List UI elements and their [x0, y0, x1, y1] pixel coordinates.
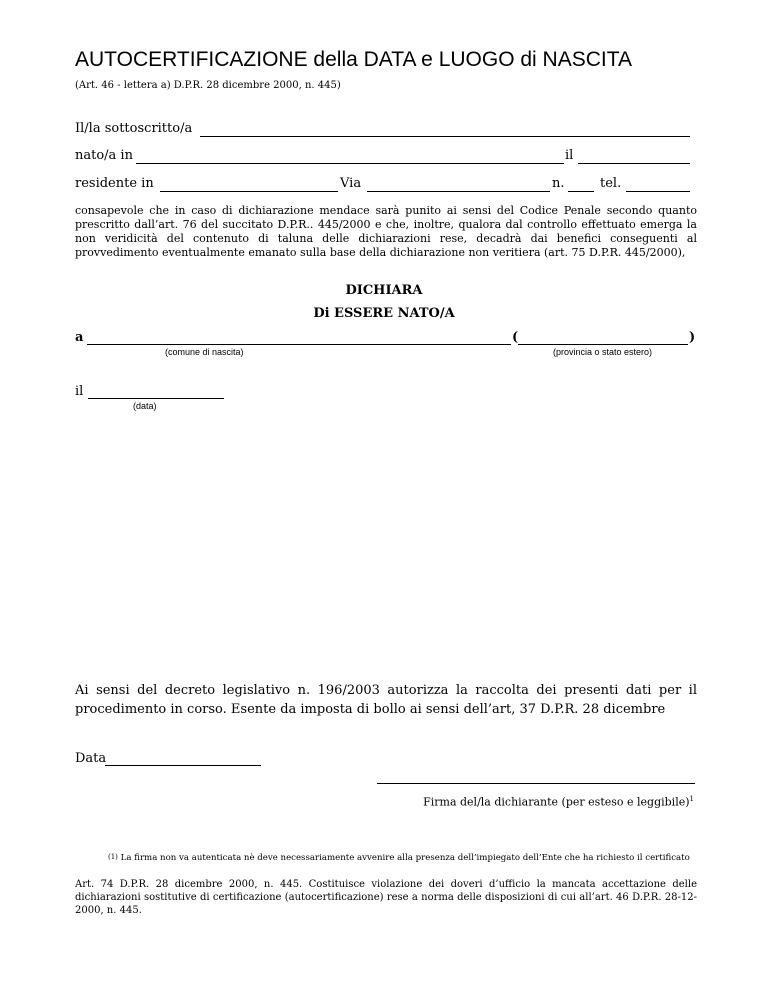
privacy-paragraph: Ai sensi del decreto legislativo n. 196/2003 autorizza la raccolta dei presenti dati per il procedimento in corso. Esente da imposta di bollo ai sensi dell’art, 37 D.P.R. 28 dicembre	[75, 683, 697, 717]
declaration-paragraph: consapevole che in caso di dichiarazione mendace sarà punito ai sensi del Codice Penale secondo quanto prescritto dall’art. 76 del succitato D.P.R.. 445/2000 e che, inoltre, qualora dal controllo effettuato emerga la non veridicità del contenuto di taluna delle dichiarazioni rese, decadrà dai benefici conseguenti al provvedimento eventualmente emanato sulla base della dichiarazione non veritiera (art. 75 D.P.R. 445/2000),	[75, 204, 697, 259]
data-nascita-field[interactable]	[88, 398, 224, 399]
close-paren: )	[689, 330, 696, 345]
nato-luogo-field[interactable]	[136, 163, 564, 164]
footnote-mark: (1)	[108, 853, 118, 861]
footnote	[108, 853, 690, 863]
numero-field[interactable]	[568, 191, 594, 192]
firma-line[interactable]	[377, 783, 695, 784]
residente-field[interactable]	[160, 191, 338, 192]
nato-data-field[interactable]	[578, 163, 690, 164]
birth-il-label: il	[75, 384, 84, 399]
comune-caption: (comune di nascita)	[165, 347, 244, 357]
provincia-field[interactable]	[518, 344, 688, 345]
nato-label: nato/a in	[75, 148, 133, 163]
page-subtitle: (Art. 46 - lettera a) D.P.R. 28 dicembre 2000, n. 445)	[75, 80, 341, 91]
nato-il-label: il	[565, 148, 574, 163]
data-field[interactable]	[105, 765, 261, 766]
legal-paragraph: Art. 74 D.P.R. 28 dicembre 2000, n. 445. Costituisce violazione dei doveri d’ufficio la mancata accettazione delle dichiarazioni sostitutive di certificazione (autocertificazione) rese a norma delle disposizioni di cui all’art. 46 D.P.R. 28-12-2000, n. 445.	[75, 879, 697, 916]
numero-label: n.	[552, 176, 565, 191]
dichiara-heading: DICHIARA	[345, 283, 423, 298]
provincia-caption: (provincia o stato estero)	[553, 347, 653, 357]
firma-caption	[423, 795, 694, 809]
data-caption: (data)	[133, 401, 157, 411]
birth-a-label: a	[75, 330, 84, 345]
sottoscritto-label: Il/la sottoscritto/a	[75, 121, 193, 136]
tel-field[interactable]	[626, 191, 690, 192]
data-label: Data	[75, 751, 107, 766]
via-label: Via	[340, 176, 362, 191]
via-field[interactable]	[367, 191, 550, 192]
page-title: AUTOCERTIFICAZIONE della DATA e LUOGO di NASCITA	[75, 48, 633, 71]
open-paren: (	[512, 330, 519, 345]
sottoscritto-field[interactable]	[200, 136, 690, 137]
essere-nato-heading: Di ESSERE NATO/A	[313, 306, 455, 321]
tel-label: tel.	[600, 176, 622, 191]
footnote-text: La firma non va autenticata nè deve necessariamente avvenire alla presenza dell’impiegato dell’Ente che ha richiesto il certificato	[120, 853, 690, 863]
firma-footnote-mark: 1	[689, 795, 694, 803]
firma-label: Firma del/la dichiarante (per esteso e leggibile)	[423, 795, 690, 809]
residente-label: residente in	[75, 176, 154, 191]
comune-nascita-field[interactable]	[87, 344, 511, 345]
